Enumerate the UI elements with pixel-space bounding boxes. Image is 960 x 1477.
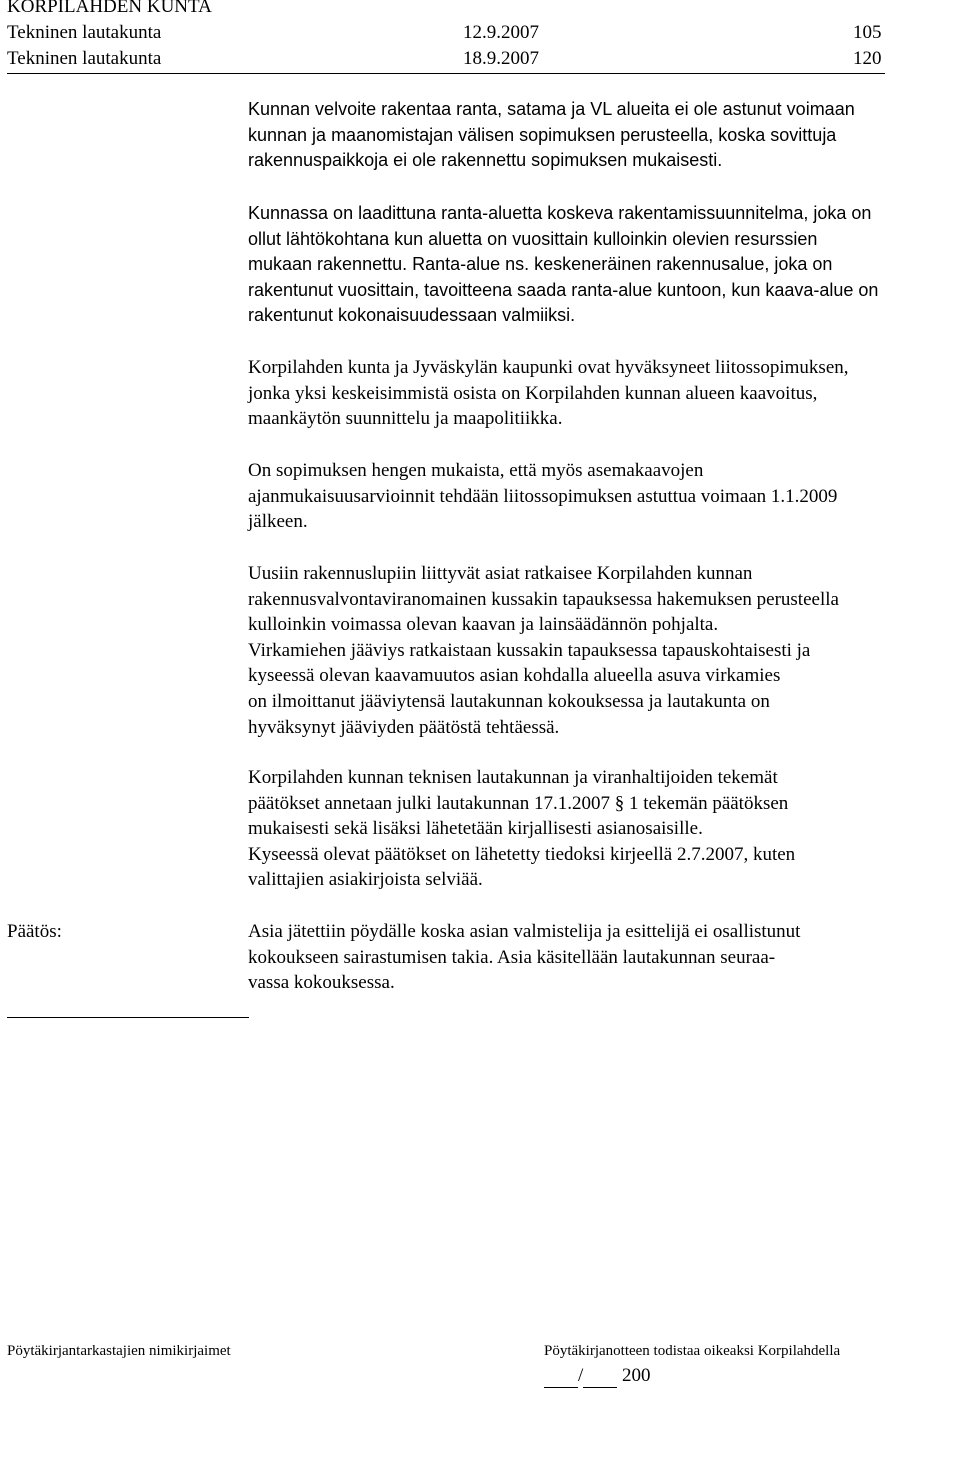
footer-right: Pöytäkirjanotteen todistaa oikeaksi Korpilahdella	[544, 1343, 841, 1359]
text-line: rakennusvalvontaviranomainen kussakin tapauksessa hakemuksen perusteella	[248, 588, 839, 610]
text-line: valittajien asiakirjoista selviää.	[248, 869, 483, 891]
text-line: päätökset annetaan julki lautakunnan 17.1.2007 § 1 tekemän päätöksen	[248, 792, 789, 814]
day-blank	[544, 1365, 578, 1388]
text-line: kunnan ja maanomistajan välisen sopimuksen perusteella, koska sovittuja	[248, 124, 837, 145]
header-page-1: 105	[853, 22, 882, 43]
header-board-2: Tekninen lautakunta	[7, 48, 162, 69]
decision-text	[248, 919, 948, 996]
paragraph-3	[248, 355, 948, 432]
text-line: jonka yksi keskeisimmistä osista on Korpilahden kunnan alueen kaavoitus,	[248, 382, 818, 404]
text-line: rakentunut vuosittain, tavoitteena saada ranta-alue kuntoon, kun kaava-alue on	[248, 279, 879, 300]
text-line: rakennuspaikkoja ei ole rakennettu sopimuksen mukaisesti.	[248, 150, 723, 171]
text-line: Asia jätettiin pöydälle koska asian valmistelija ja esittelijä ei osallistunut	[248, 921, 801, 942]
paragraph-6	[248, 765, 948, 893]
text-line: Korpilahden kunta ja Jyväskylän kaupunki ovat hyväksyneet liitossopimuksen,	[248, 357, 849, 378]
text-line: kokoukseen sairastumisen takia. Asia käsitellään lautakunnan seuraa-	[248, 946, 776, 968]
text-line: hyväksynyt jääviyden päätöstä tehtäessä.	[248, 716, 560, 738]
text-line: Kunnassa on laadittuna ranta-aluetta koskeva rakentamissuunnitelma, joka on	[248, 203, 872, 223]
text-line: maankäytön suunnittelu ja maapolitiikka.	[248, 408, 563, 430]
signature-line	[7, 1017, 249, 1018]
date-separator: /	[578, 1365, 584, 1386]
month-blank	[583, 1365, 617, 1388]
header-date-1: 12.9.2007	[463, 22, 539, 43]
header-board-1: Tekninen lautakunta	[7, 22, 162, 43]
header-page-2: 120	[853, 48, 882, 69]
text-line: mukaisesti sekä lisäksi lähetetään kirjallisesti asianosaisille.	[248, 818, 703, 840]
paragraph-2	[248, 201, 948, 329]
header-rule	[7, 73, 885, 74]
organization-name: KORPILAHDEN KUNTA	[7, 0, 212, 17]
text-line: on ilmoittanut jääviytensä lautakunnan kokouksessa ja lautakunta on	[248, 690, 770, 712]
text-line: kyseessä olevan kaavamuutos asian kohdalla alueella asuva virkamies	[248, 665, 781, 687]
text-line: On sopimuksen hengen mukaista, että myös asemakaavojen	[248, 460, 704, 481]
paragraph-1	[248, 97, 948, 174]
text-line: Kunnan velvoite rakentaa ranta, satama ja VL alueita ei ole astunut voimaan	[248, 99, 855, 119]
footer-left: Pöytäkirjantarkastajien nimikirjaimet	[7, 1343, 231, 1359]
decision-label: Päätös:	[7, 921, 62, 942]
text-line: mukaan rakennettu. Ranta-alue ns. keskeneräinen rakennusalue, joka on	[248, 254, 833, 275]
text-line: vassa kokouksessa.	[248, 972, 395, 994]
footer-date-field	[544, 1365, 651, 1388]
header-date-2: 18.9.2007	[463, 48, 539, 69]
text-line: ollut lähtökohtana kun aluetta on vuosittain kulloinkin olevien resurssien	[248, 228, 818, 249]
text-line: Virkamiehen jääviys ratkaistaan kussakin tapauksessa tapauskohtaisesti ja	[248, 639, 811, 661]
text-line: kulloinkin voimassa olevan kaavan ja lainsäädännön pohjalta.	[248, 614, 719, 636]
year-prefix: 200	[622, 1365, 651, 1386]
text-line: ajanmukaisuusarvioinnit tehdään liitossopimuksen astuttua voimaan 1.1.2009	[248, 485, 838, 507]
text-line: Uusiin rakennuslupiin liittyvät asiat ratkaisee Korpilahden kunnan	[248, 563, 753, 584]
text-line: rakentunut kokonaisuudessaan valmiiksi.	[248, 305, 576, 326]
text-line: Kyseessä olevat päätökset on lähetetty tiedoksi kirjeellä 2.7.2007, kuten	[248, 843, 796, 865]
text-line: jälkeen.	[248, 511, 308, 533]
paragraph-5	[248, 561, 948, 740]
text-line: Korpilahden kunnan teknisen lautakunnan ja viranhaltijoiden tekemät	[248, 767, 778, 788]
paragraph-4	[248, 458, 948, 535]
